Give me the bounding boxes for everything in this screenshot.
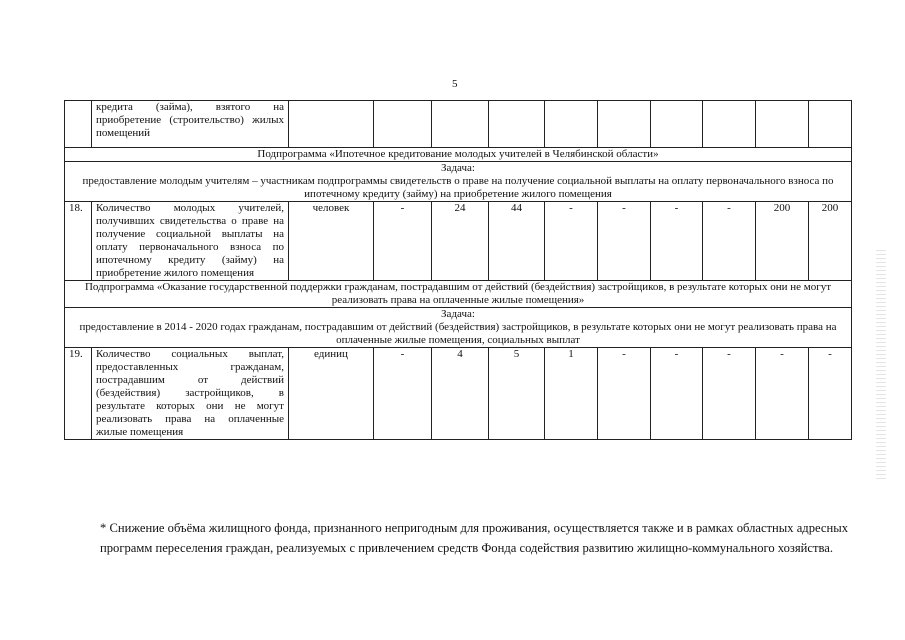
value-cell: - [703,348,756,440]
task-cell [65,308,852,348]
table-row-18 [65,202,852,281]
value-cell: - [651,348,703,440]
task-label: Задача: [441,162,475,174]
value-cell [651,101,703,148]
value-cell: 200 [756,202,809,281]
value-cell: - [374,202,432,281]
value-cell: - [703,202,756,281]
unit-cell: человек [289,202,374,281]
subprogram-row [65,281,852,308]
value-cell: - [598,202,651,281]
page-number: 5 [452,78,458,90]
value-cell: - [809,348,852,440]
task-text: предоставление молодым учителям – участникам подпрограммы свидетельств о праве на получение социальной выплаты на оплату первоначального взноса по ипотечному кредиту (займу) на приобретение жилого помещения [82,175,834,200]
indicator-cell: кредита (займа), взятого на приобретение (строительство) жилых помещений [92,101,289,148]
row-number: 19. [65,348,92,440]
value-cell [703,101,756,148]
value-cell: - [651,202,703,281]
value-cell: - [756,348,809,440]
value-cell: 5 [489,348,545,440]
footnote: * Снижение объёма жилищного фонда, признанного непригодным для проживания, осуществляется также и в рамках областных адресных программ переселения граждан, реализуемых с привлечением средств Фонда содействия развитию жилищно-коммунального хозяйства. [100,521,848,555]
subprogram-row [65,148,852,162]
unit-cell: единиц [289,348,374,440]
value-cell: 24 [432,202,489,281]
value-cell [756,101,809,148]
indicator-cell: Количество социальных выплат, предоставленных гражданам, пострадавшим от действий (бездействия) застройщиков, в результате которых они не могут реализовать права на оплаченные жилые помещения [92,348,289,440]
value-cell: - [598,348,651,440]
value-cell: - [545,202,598,281]
value-cell [489,101,545,148]
scan-artifact [876,250,886,480]
value-cell [545,101,598,148]
subprogram-title: Подпрограмма «Оказание государственной поддержки гражданам, пострадавшим от действий (бездействия) застройщиков, в результате которых они не могут реализовать права на оплаченные жилые помещения» [65,281,852,308]
value-cell: 4 [432,348,489,440]
table-row-19 [65,348,852,440]
row-number-cell [65,101,92,148]
value-cell: 200 [809,202,852,281]
task-text: предоставление в 2014 - 2020 годах гражданам, пострадавшим от действий (бездействия) застройщиков, в результате которых они не могут реализовать права на оплаченные жилые помещения, социальных выплат [79,321,837,346]
value-cell: 1 [545,348,598,440]
subprogram-title: Подпрограмма «Ипотечное кредитование молодых учителей в Челябинской области» [65,148,852,162]
value-cell [598,101,651,148]
unit-cell [289,101,374,148]
indicator-cell: Количество молодых учителей, получивших свидетельства о праве на получение социальной выплаты на оплату первоначального взноса по ипотечному кредиту (займу) на приобретение жилого помещения [92,202,289,281]
task-cell [65,162,852,202]
table-row-continued [65,101,852,148]
value-cell [374,101,432,148]
value-cell: 44 [489,202,545,281]
value-cell: - [374,348,432,440]
value-cell [809,101,852,148]
value-cell [432,101,489,148]
indicators-table [64,100,852,440]
task-row [65,162,852,202]
task-label: Задача: [441,308,475,320]
row-number: 18. [65,202,92,281]
task-row [65,308,852,348]
